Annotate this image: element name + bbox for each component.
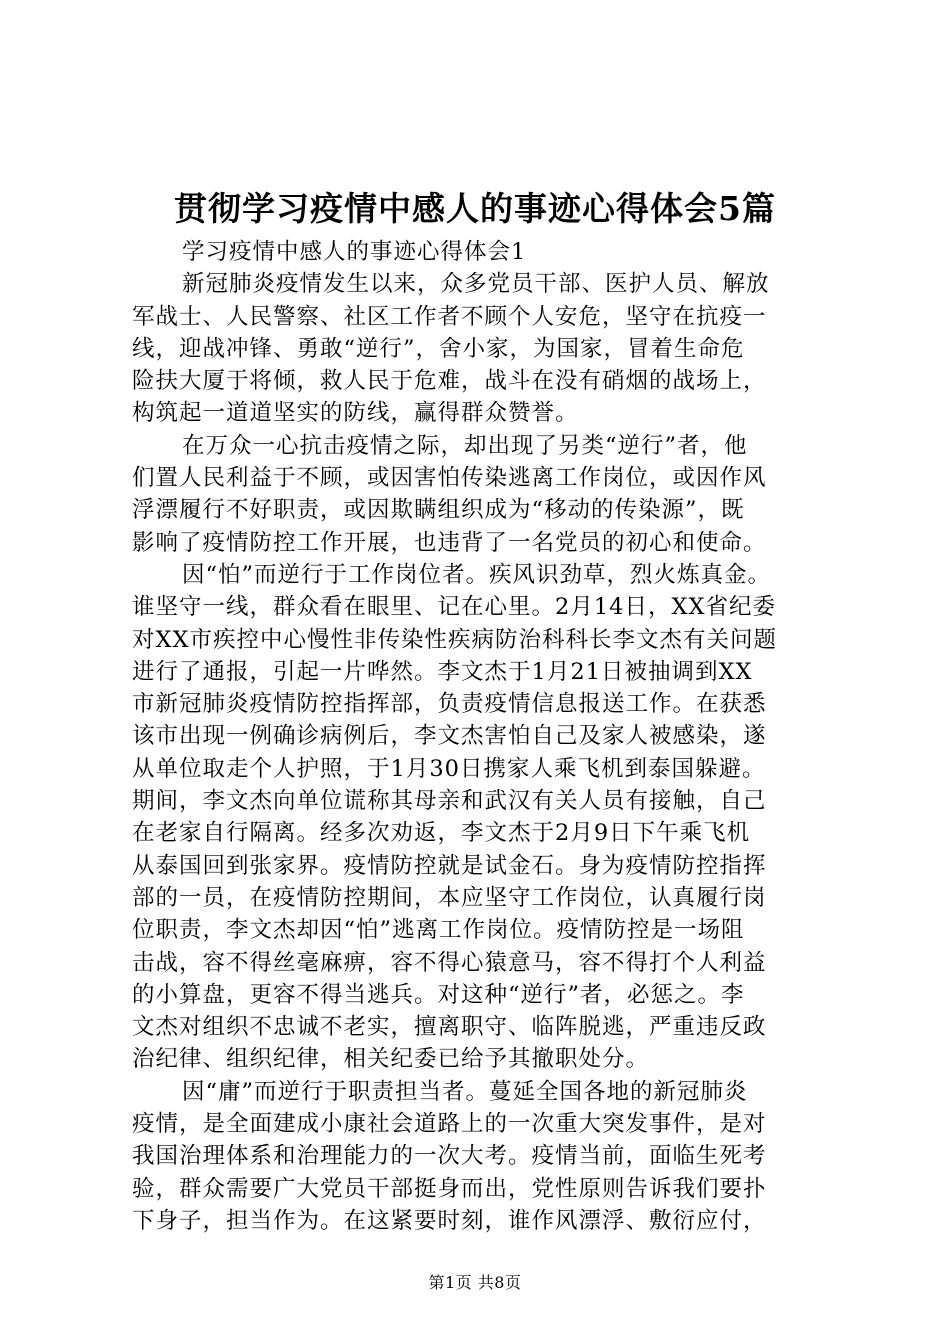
text-line: 进行了通报，引起一片哗然。李文杰于1月21日被抽调到XX [132, 658, 753, 685]
text-line: 从泰国回到张家界。疫情防控就是试金石。身为疫情防控指挥 [132, 852, 767, 879]
text-line: 对XX市疾控中心慢性非传染性疾病防治科科长李文杰有关问题 [132, 626, 778, 653]
text-line: 击战，容不得丝毫麻痹，容不得心猿意马，容不得打个人利益 [132, 949, 767, 976]
text-line: 线，迎战冲锋、勇敢“逆行”，舍小家，为国家，冒着生命危 [132, 335, 745, 362]
document-title: 贯彻学习疫情中感人的事迹心得体会5篇 [174, 189, 776, 228]
text-line: 军战士、人民警察、社区工作者不顾个人安危，坚守在抗疫一 [132, 303, 767, 330]
text-line: 治纪律、组织纪律，相关纪委已给予其撤职处分。 [132, 1046, 650, 1073]
text-line: 下身子，担当作为。在这紧要时刻，谁作风漂浮、敷衍应付， [132, 1207, 767, 1234]
text-line: 我国治理体系和治理能力的一次大考。疫情当前，面临生死考 [132, 1143, 767, 1170]
document-body [132, 236, 832, 1237]
page-footer: 第1页 共8页 [428, 1273, 522, 1292]
text-line: 影响了疫情防控工作开展，也违背了一名党员的初心和使命。 [132, 529, 767, 556]
text-line: 文杰对组织不忠诚不老实，擅离职守、临阵脱逃，严重违反政 [132, 1014, 767, 1041]
text-line: 在老家自行隔离。经多次劝返，李文杰于2月9日下午乘飞机 [132, 820, 751, 847]
text-line: 验，群众需要广大党员干部挺身而出，党性原则告诉我们要扑 [132, 1175, 767, 1202]
text-line: 学习疫情中感人的事迹心得体会1 [182, 239, 527, 265]
text-line: 浮漂履行不好职责，或因欺瞒组织成为“移动的传染源”，既 [132, 497, 745, 524]
text-line: 新冠肺炎疫情发生以来，众多党员干部、医护人员、解放 [182, 271, 770, 298]
text-line: 构筑起一道道坚实的防线，赢得群众赞誉。 [132, 400, 579, 427]
text-line: 在万众一心抗击疫情之际，却出现了另类“逆行”者，他 [182, 432, 748, 459]
text-line: 市新冠肺炎疫情防控指挥部，负责疫情信息报送工作。在获悉 [132, 691, 767, 718]
text-line: 的小算盘，更容不得当逃兵。对这种“逆行”者，必惩之。李 [132, 981, 745, 1008]
text-line: 们置人民利益于不顾，或因害怕传染逃离工作岗位，或因作风 [132, 465, 767, 492]
text-line: 期间，李文杰向单位谎称其母亲和武汉有关人员有接触，自己 [132, 788, 767, 815]
text-line: 谁坚守一线，群众看在眼里、记在心里。2月14日，XX省纪委 [132, 594, 776, 621]
text-line: 疫情，是全面建成小康社会道路上的一次重大突发事件，是对 [132, 1111, 767, 1138]
text-line: 位职责，李文杰却因“怕”逃离工作岗位。疫情防控是一场阻 [132, 917, 745, 944]
text-line: 因“怕”而逆行于工作岗位者。疾风识劲草，烈火炼真金。 [182, 561, 772, 588]
text-line: 因“庸”而逆行于职责担当者。蔓延全国各地的新冠肺炎 [182, 1078, 748, 1105]
text-line: 险扶大厦于将倾，救人民于危难，战斗在没有硝烟的战场上， [132, 368, 767, 395]
text-line: 从单位取走个人护照，于1月30日携家人乘飞机到泰国躲避。 [132, 755, 766, 782]
text-line: 部的一员，在疫情防控期间，本应坚守工作岗位，认真履行岗 [132, 884, 767, 911]
text-line: 该市出现一例确诊病例后，李文杰害怕自己及家人被感染，遂 [132, 723, 767, 750]
